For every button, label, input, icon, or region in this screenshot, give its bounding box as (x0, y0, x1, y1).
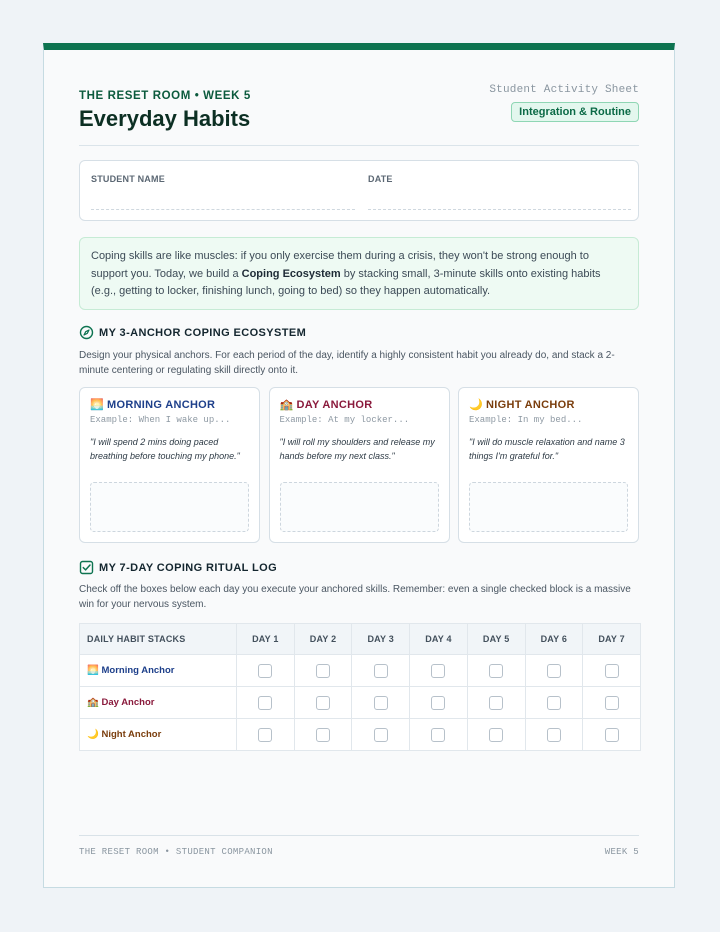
footer-right: WEEK 5 (604, 847, 639, 857)
student-name-field[interactable] (91, 209, 355, 210)
ecosystem-title-text: MY 3-ANCHOR COPING ECOSYSTEM (99, 326, 307, 339)
checkbox-icon (79, 560, 94, 575)
night-anchor-card (458, 387, 639, 543)
intro-text-bold: Coping Ecosystem (241, 267, 341, 280)
day-header: DAY 7 (583, 624, 641, 655)
day-checkbox[interactable] (547, 664, 561, 678)
day-checkbox[interactable] (605, 664, 619, 678)
day-checkbox[interactable] (605, 728, 619, 742)
page-title: Everyday Habits (79, 106, 251, 131)
day-header: DAY 6 (525, 624, 583, 655)
anchor-cards (79, 387, 639, 543)
compass-icon (79, 325, 94, 340)
morning-anchor-quote: "I will spend 2 mins doing paced breathing before touching my phone." (90, 437, 240, 461)
night-anchor-example: Example: In my bed... (469, 415, 583, 425)
day-checkbox[interactable] (431, 696, 445, 710)
night-anchor-title (469, 398, 628, 411)
day-anchor-quote: "I will roll my shoulders and release my hands before my next class." (279, 437, 435, 461)
intro-callout (79, 237, 639, 310)
day-checkbox[interactable] (489, 696, 503, 710)
day-checkbox[interactable] (258, 696, 272, 710)
intro-text-end: by stacking small, 3-minute skills onto existing habits (e.g., getting to locker, finishing lunch, going to bed) so they happen automatically. (91, 267, 601, 297)
day-checkbox[interactable] (374, 696, 388, 710)
row-label-text: Morning Anchor (101, 665, 175, 676)
night-anchor-quote: "I will do muscle relaxation and name 3 things I'm grateful for." (469, 437, 625, 461)
day-checkbox[interactable] (605, 696, 619, 710)
ritual-log-table (79, 623, 641, 751)
morning-anchor-title (90, 398, 249, 411)
day-header: DAY 1 (237, 624, 295, 655)
school-icon: 🏫 (87, 697, 99, 708)
header-divider (79, 145, 639, 146)
day-header: DAY 4 (410, 624, 468, 655)
sunrise-icon: 🌅 (90, 399, 104, 411)
night-anchor-input[interactable] (469, 482, 628, 532)
topic-badge: Integration & Routine (511, 102, 639, 122)
day-checkbox[interactable] (489, 728, 503, 742)
day-header: DAY 2 (294, 624, 352, 655)
date-field[interactable] (368, 209, 631, 210)
day-anchor-row-label (80, 687, 237, 719)
log-description: Check off the boxes below each day you execute your anchored skills. Remember: even a single checked block is a massive win for your nervous system. (79, 584, 631, 610)
morning-anchor-input[interactable] (90, 482, 249, 532)
activity-sheet (43, 43, 675, 888)
log-title-text: MY 7-DAY COPING RITUAL LOG (99, 561, 278, 574)
moon-icon: 🌙 (87, 729, 99, 740)
table-row (80, 687, 641, 719)
sunrise-icon: 🌅 (87, 665, 99, 676)
morning-anchor-example: Example: When I wake up... (90, 415, 231, 425)
day-anchor-label: DAY ANCHOR (296, 399, 373, 411)
night-anchor-label: NIGHT ANCHOR (486, 399, 575, 411)
day-checkbox[interactable] (374, 728, 388, 742)
row-label-text: Night Anchor (101, 729, 162, 740)
night-anchor-row-label (80, 719, 237, 751)
series-kicker: THE RESET ROOM • WEEK 5 (79, 90, 251, 102)
day-checkbox[interactable] (258, 728, 272, 742)
day-header: DAY 3 (352, 624, 410, 655)
day-anchor-card (269, 387, 450, 543)
student-name-label: STUDENT NAME (91, 174, 165, 184)
student-info-box (79, 160, 639, 221)
morning-anchor-row-label (80, 655, 237, 687)
table-row (80, 719, 641, 751)
morning-anchor-card (79, 387, 260, 543)
day-anchor-example: Example: At my locker... (279, 415, 410, 425)
school-icon: 🏫 (279, 399, 294, 411)
day-checkbox[interactable] (547, 696, 561, 710)
day-checkbox[interactable] (431, 728, 445, 742)
table-row (80, 655, 641, 687)
moon-icon: 🌙 (469, 399, 483, 411)
day-checkbox[interactable] (316, 696, 330, 710)
date-label: DATE (368, 174, 393, 184)
day-checkbox[interactable] (316, 664, 330, 678)
footer-divider (79, 835, 639, 836)
row-label-text: Day Anchor (101, 697, 155, 708)
day-checkbox[interactable] (374, 664, 388, 678)
table-header-row (80, 624, 641, 655)
day-anchor-title (280, 398, 439, 411)
footer-left: THE RESET ROOM • STUDENT COMPANION (79, 847, 273, 857)
day-checkbox[interactable] (316, 728, 330, 742)
day-header: DAY 5 (467, 624, 525, 655)
day-checkbox[interactable] (547, 728, 561, 742)
day-checkbox[interactable] (489, 664, 503, 678)
intro-text-start: Coping skills are like muscles: if you only exercise them during a crisis, they won't be strong enough to support you. Today, we build a (91, 250, 589, 280)
habit-stacks-header: DAILY HABIT STACKS (80, 624, 237, 655)
ecosystem-description: Design your physical anchors. For each period of the day, identify a highly consistent habit you already do, and stack a 2-minute centering or regulating skill directly onto it. (79, 350, 615, 376)
sheet-type-label: Student Activity Sheet (489, 84, 639, 96)
day-checkbox[interactable] (431, 664, 445, 678)
morning-anchor-label: MORNING ANCHOR (107, 399, 216, 411)
day-anchor-input[interactable] (280, 482, 439, 532)
ecosystem-section-title (79, 325, 306, 340)
day-checkbox[interactable] (258, 664, 272, 678)
log-section-title (79, 560, 277, 575)
